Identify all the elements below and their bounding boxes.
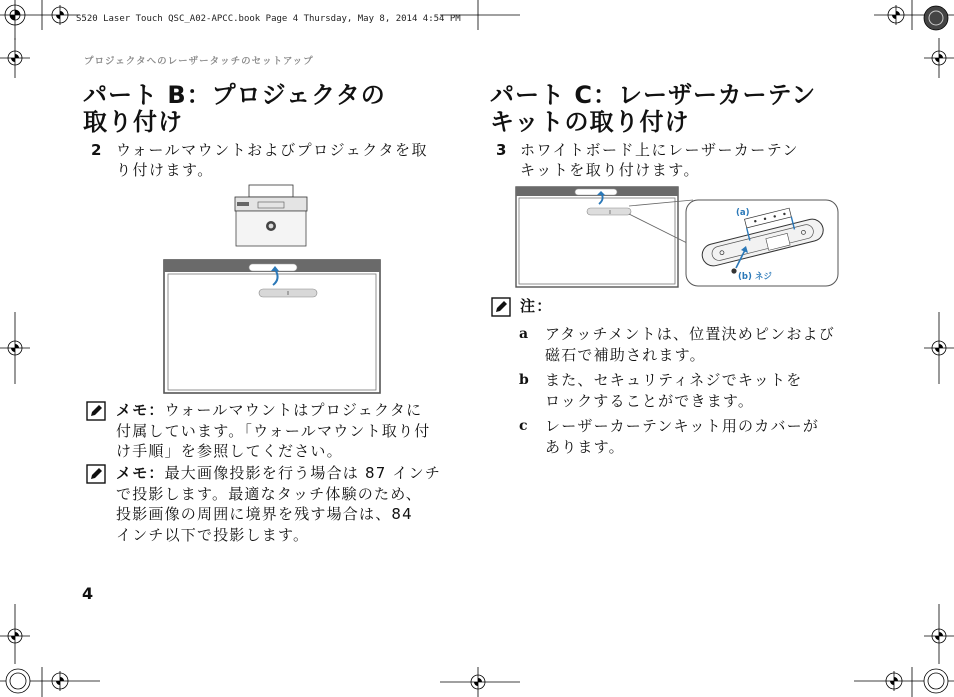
registration-mark-right-top: [924, 38, 954, 78]
sub-item-letter: c: [519, 418, 528, 434]
step-text: ホワイトボード上にレーザーカーテン キットを取り付けます。: [520, 141, 800, 179]
note-2: メモ：最大画像投影を行う場合は 87 インチ で投影します。最適なタッチ体験のため、 投影画像の周囲に境界を残す場合は、84 インチ以下で投影します。: [116, 464, 442, 544]
note-pencil-icon: [491, 297, 511, 317]
sub-item-text: レーザーカーテンキット用のカバーが あります。: [545, 417, 820, 456]
registration-mark-bottom-left: [0, 657, 100, 697]
whiteboard-illustration-c: [515, 186, 841, 290]
callout-label-b-screw: (b) ネジ: [738, 272, 772, 282]
section-title-part-c: パート C：レーザーカーテン キットの取り付け: [490, 81, 817, 136]
projector-illustration: [234, 184, 314, 248]
registration-mark-left-bottom: [0, 604, 30, 664]
callout-label-a: (a): [736, 208, 750, 218]
sub-item-text: また、セキュリティネジでキットを ロックすることができます。: [545, 371, 803, 410]
sub-item-text: アタッチメントは、位置決めピンおよび 磁石で補助されます。: [545, 325, 835, 364]
registration-mark-right-middle: [924, 312, 954, 384]
section-title-part-b: パート B：プロジェクタの 取り付け: [83, 81, 386, 136]
sub-item-letter: a: [519, 326, 529, 342]
step-text: ウォールマウントおよびプロジェクタを取 り付けます。: [116, 141, 429, 179]
page-number: 4: [82, 584, 94, 603]
step-number: 2: [91, 141, 102, 159]
registration-mark-right-bottom: [924, 604, 954, 664]
print-header: S520 Laser Touch QSC_A02-APCC.book Page 4 Thursday, May 8, 2014 4:54 PM: [76, 14, 461, 24]
registration-mark-left-top: [0, 38, 30, 78]
note-label: 注：: [520, 297, 553, 315]
note-pencil-icon: [86, 464, 106, 484]
note-pencil-icon: [86, 401, 106, 421]
registration-mark-bottom-center: [440, 667, 520, 697]
registration-mark-bottom-right: [854, 657, 954, 697]
running-head: プロジェクタへのレーザータッチのセットアップ: [84, 56, 314, 67]
step-number: 3: [496, 141, 507, 159]
registration-mark-left-middle: [0, 312, 30, 384]
whiteboard-illustration-b: [163, 259, 381, 394]
sub-item-letter: b: [519, 372, 529, 388]
note-1: メモ：ウォールマウントはプロジェクタに 付属しています。「ウォールマウント取り付 け手順」を参照してください。: [116, 401, 431, 460]
